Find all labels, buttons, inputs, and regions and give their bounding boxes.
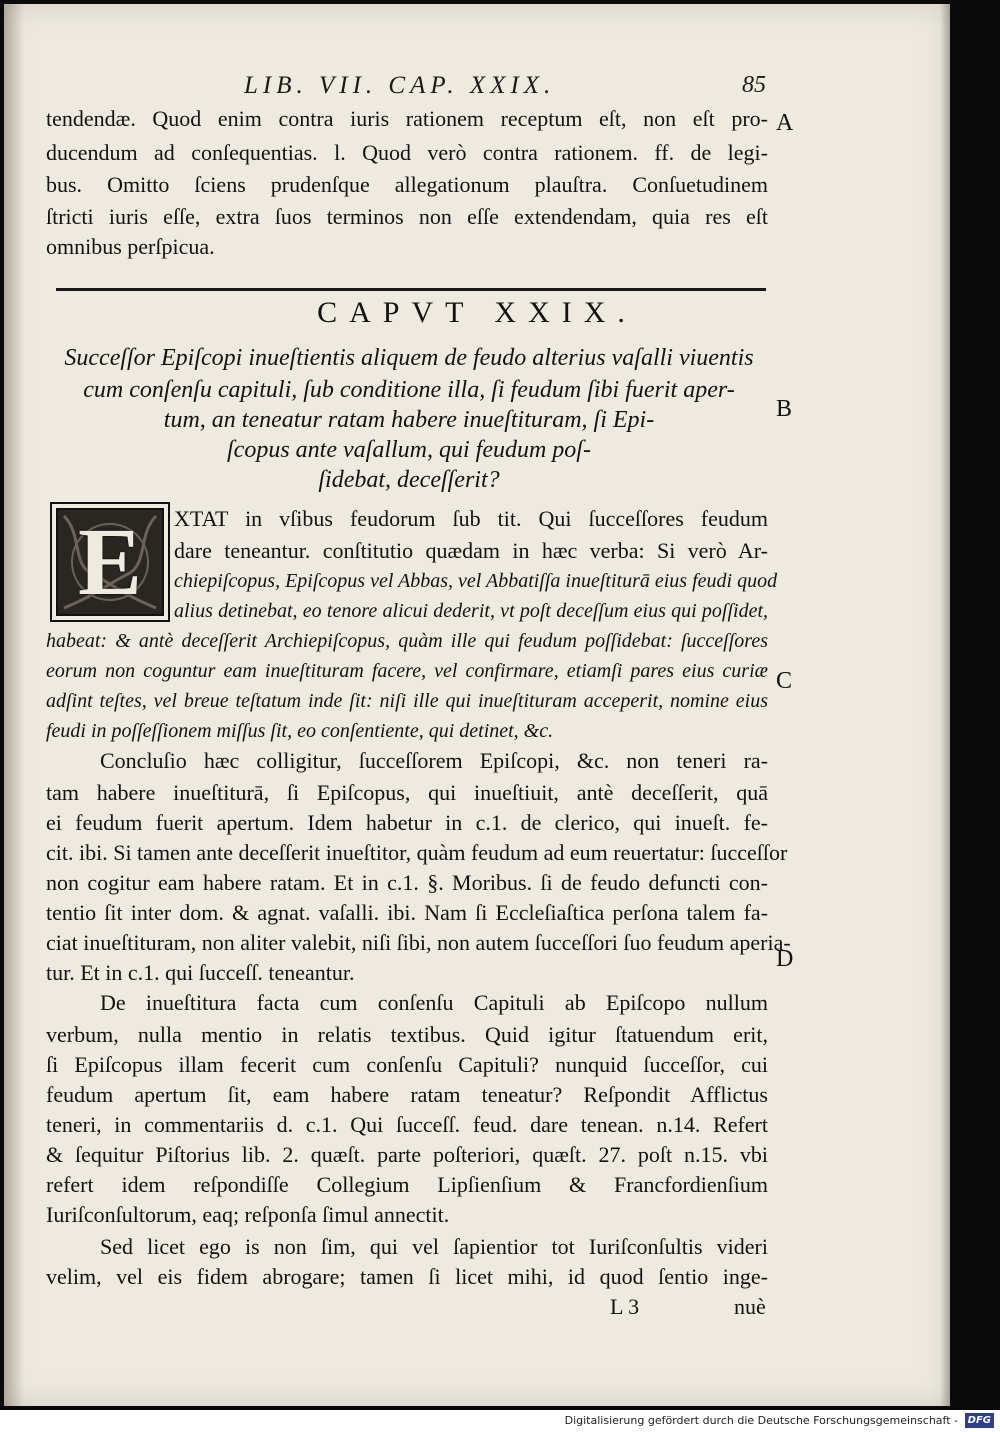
- footer-credit: Digitalisierung gefördert durch die Deutsche Forschungsgemeinschaft -: [564, 1414, 958, 1427]
- text-line: De inueſtitura facta cum conſenſu Capituli ab Epiſcopo nullum: [100, 990, 768, 1015]
- text-line: tur. Et in c.1. qui ſucceſſ. teneantur.: [46, 960, 355, 985]
- text-line: & ſequitur Piſtorius lib. 2. quæſt. parte poſteriori, quæſt. 27. poſt n.15. vbi: [46, 1142, 768, 1167]
- chapter-summary-line: ſidebat, deceſſerit?: [318, 467, 500, 493]
- text-line: omnibus perſpicua.: [46, 234, 215, 259]
- chapter-summary-line: cum conſenſu capituli, ſub conditione illa, ſi feudum ſibi fuerit aper-: [83, 377, 735, 403]
- text-line: adſint teſtes, vel breue teſtatum inde ſit: niſi ille qui inueſtituram acceperit, nomine eius: [46, 690, 768, 712]
- ornamental-initial: [50, 502, 170, 622]
- text-line: teneri, in commentariis d. c.1. Qui ſucceſſ. feud. dare tenean. n.14. Refert: [46, 1112, 768, 1137]
- text-line: bus. Omitto ſciens prudenſque allegationum plauſtra. Conſuetudinem: [46, 172, 768, 197]
- chapter-summary-line: tum, an teneatur ratam habere inueſtituram, ſi Epi-: [163, 407, 655, 433]
- chapter-title: CAPVT XXIX.: [317, 296, 637, 329]
- text-line: verbum, nulla mentio in relatis textibus. Quid igitur ſtatuendum erit,: [46, 1022, 768, 1047]
- text-line: feudum apertum ſit, eam habere ratam teneatur? Reſpondit Afflictus: [46, 1082, 768, 1107]
- text-line: alius detinebat, eo tenore alicui dederit, vt poſt deceſſum eius qui poſſidet,: [174, 600, 768, 622]
- initial-letter: E: [77, 508, 143, 615]
- text-line: eorum non coguntur eam inueſtituram facere, vel confirmare, etiamſi pares eius curiæ: [46, 660, 768, 682]
- folio-number: 85: [742, 72, 766, 98]
- text-line: tendendæ. Quod enim contra iuris rationem receptum eſt, non eſt pro-: [46, 106, 768, 131]
- text-line: ei feudum fuerit apertum. Idem habetur in c.1. de clerico, qui inueſt. fe-: [46, 810, 768, 835]
- page-gutter-shadow: [4, 4, 24, 1406]
- footer-bar: [0, 1410, 1000, 1432]
- text-line: ciat inueſtituram, non aliter valebit, niſi ſibi, non autem ſucceſſori ſuo feudum aperia-: [46, 930, 791, 955]
- catchword: nuè: [734, 1294, 766, 1319]
- text-line: cit. ibi. Si tamen ante deceſſerit inueſtitor, quàm feudum ad eum reuertatur: ſucceſſor: [46, 840, 788, 865]
- text-line: tam habere inueſtiturā, ſi Epiſcopus, qui inueſtiuit, antè deceſſerit, quā: [46, 780, 768, 805]
- text-line: velim, vel eis fidem abrogare; tamen ſi licet mihi, id quod ſentio inge-: [46, 1264, 768, 1289]
- running-head: LIB. VII. CAP. XXIX.: [244, 72, 556, 99]
- chapter-summary-line: ſcopus ante vaſallum, qui feudum poſ-: [227, 437, 591, 463]
- text-line: Concluſio hæc colligitur, ſucceſſorem Epiſcopi, &c. non teneri ra-: [100, 748, 768, 773]
- text-line: Sed licet ego is non ſim, qui vel ſapientior tot Iuriſconſultis videri: [100, 1234, 768, 1259]
- text-line: Iuriſconſultorum, eaq; reſponſa ſimul annectit.: [46, 1202, 450, 1227]
- margin-letter: C: [776, 668, 793, 694]
- margin-letter: B: [776, 396, 793, 422]
- chapter-rule: [56, 288, 766, 291]
- text-line: dare teneantur. conſtitutio quædam in hæc verba: Si verò Ar-: [174, 538, 768, 563]
- text-line: feudi in poſſeſſionem miſſus ſit, eo conſentiente, qui detinet, &c.: [46, 720, 554, 742]
- dfg-logo: DFG: [965, 1413, 994, 1428]
- text-line: non cogitur eam habere ratam. Et in c.1. §. Moribus. ſi de feudo defuncti con-: [46, 870, 768, 895]
- text-line: refert idem reſpondiſſe Collegium Lipſienſium & Francfordienſium: [46, 1172, 768, 1197]
- text-line: ſi Epiſcopus illam fecerit cum conſenſu Capituli? nunquid ſucceſſor, cui: [46, 1052, 768, 1077]
- text-line: ſtricti iuris eſſe, extra ſuos terminos non eſſe extendendam, quia res eſt: [46, 204, 768, 229]
- text-line: habeat: & antè deceſſerit Archiepiſcopus, quàm ille qui feudum poſſidebat: ſucceſſores: [46, 630, 768, 652]
- signature-mark: L 3: [610, 1294, 640, 1319]
- book-page: [4, 4, 950, 1406]
- chapter-summary-line: Succeſſor Epiſcopi inueſtientis aliquem de feudo alterius vaſalli viuentis: [64, 345, 754, 371]
- text-line: ducendum ad conſequentias. l. Quod verò contra rationem. ff. de legi-: [46, 140, 768, 165]
- margin-letter: A: [776, 110, 794, 136]
- margin-letter: D: [776, 946, 794, 972]
- text-line: chiepiſcopus, Epiſcopus vel Abbas, vel Abbatiſſa inueſtiturā eius feudi quod: [174, 570, 778, 592]
- text-line: XTAT in vſibus feudorum ſub tit. Qui ſucceſſores feudum: [174, 506, 768, 531]
- text-line: tentio ſit inter dom. & agnat. vaſalli. ibi. Nam ſi Eccleſiaſtica perſona talem fa-: [46, 900, 768, 925]
